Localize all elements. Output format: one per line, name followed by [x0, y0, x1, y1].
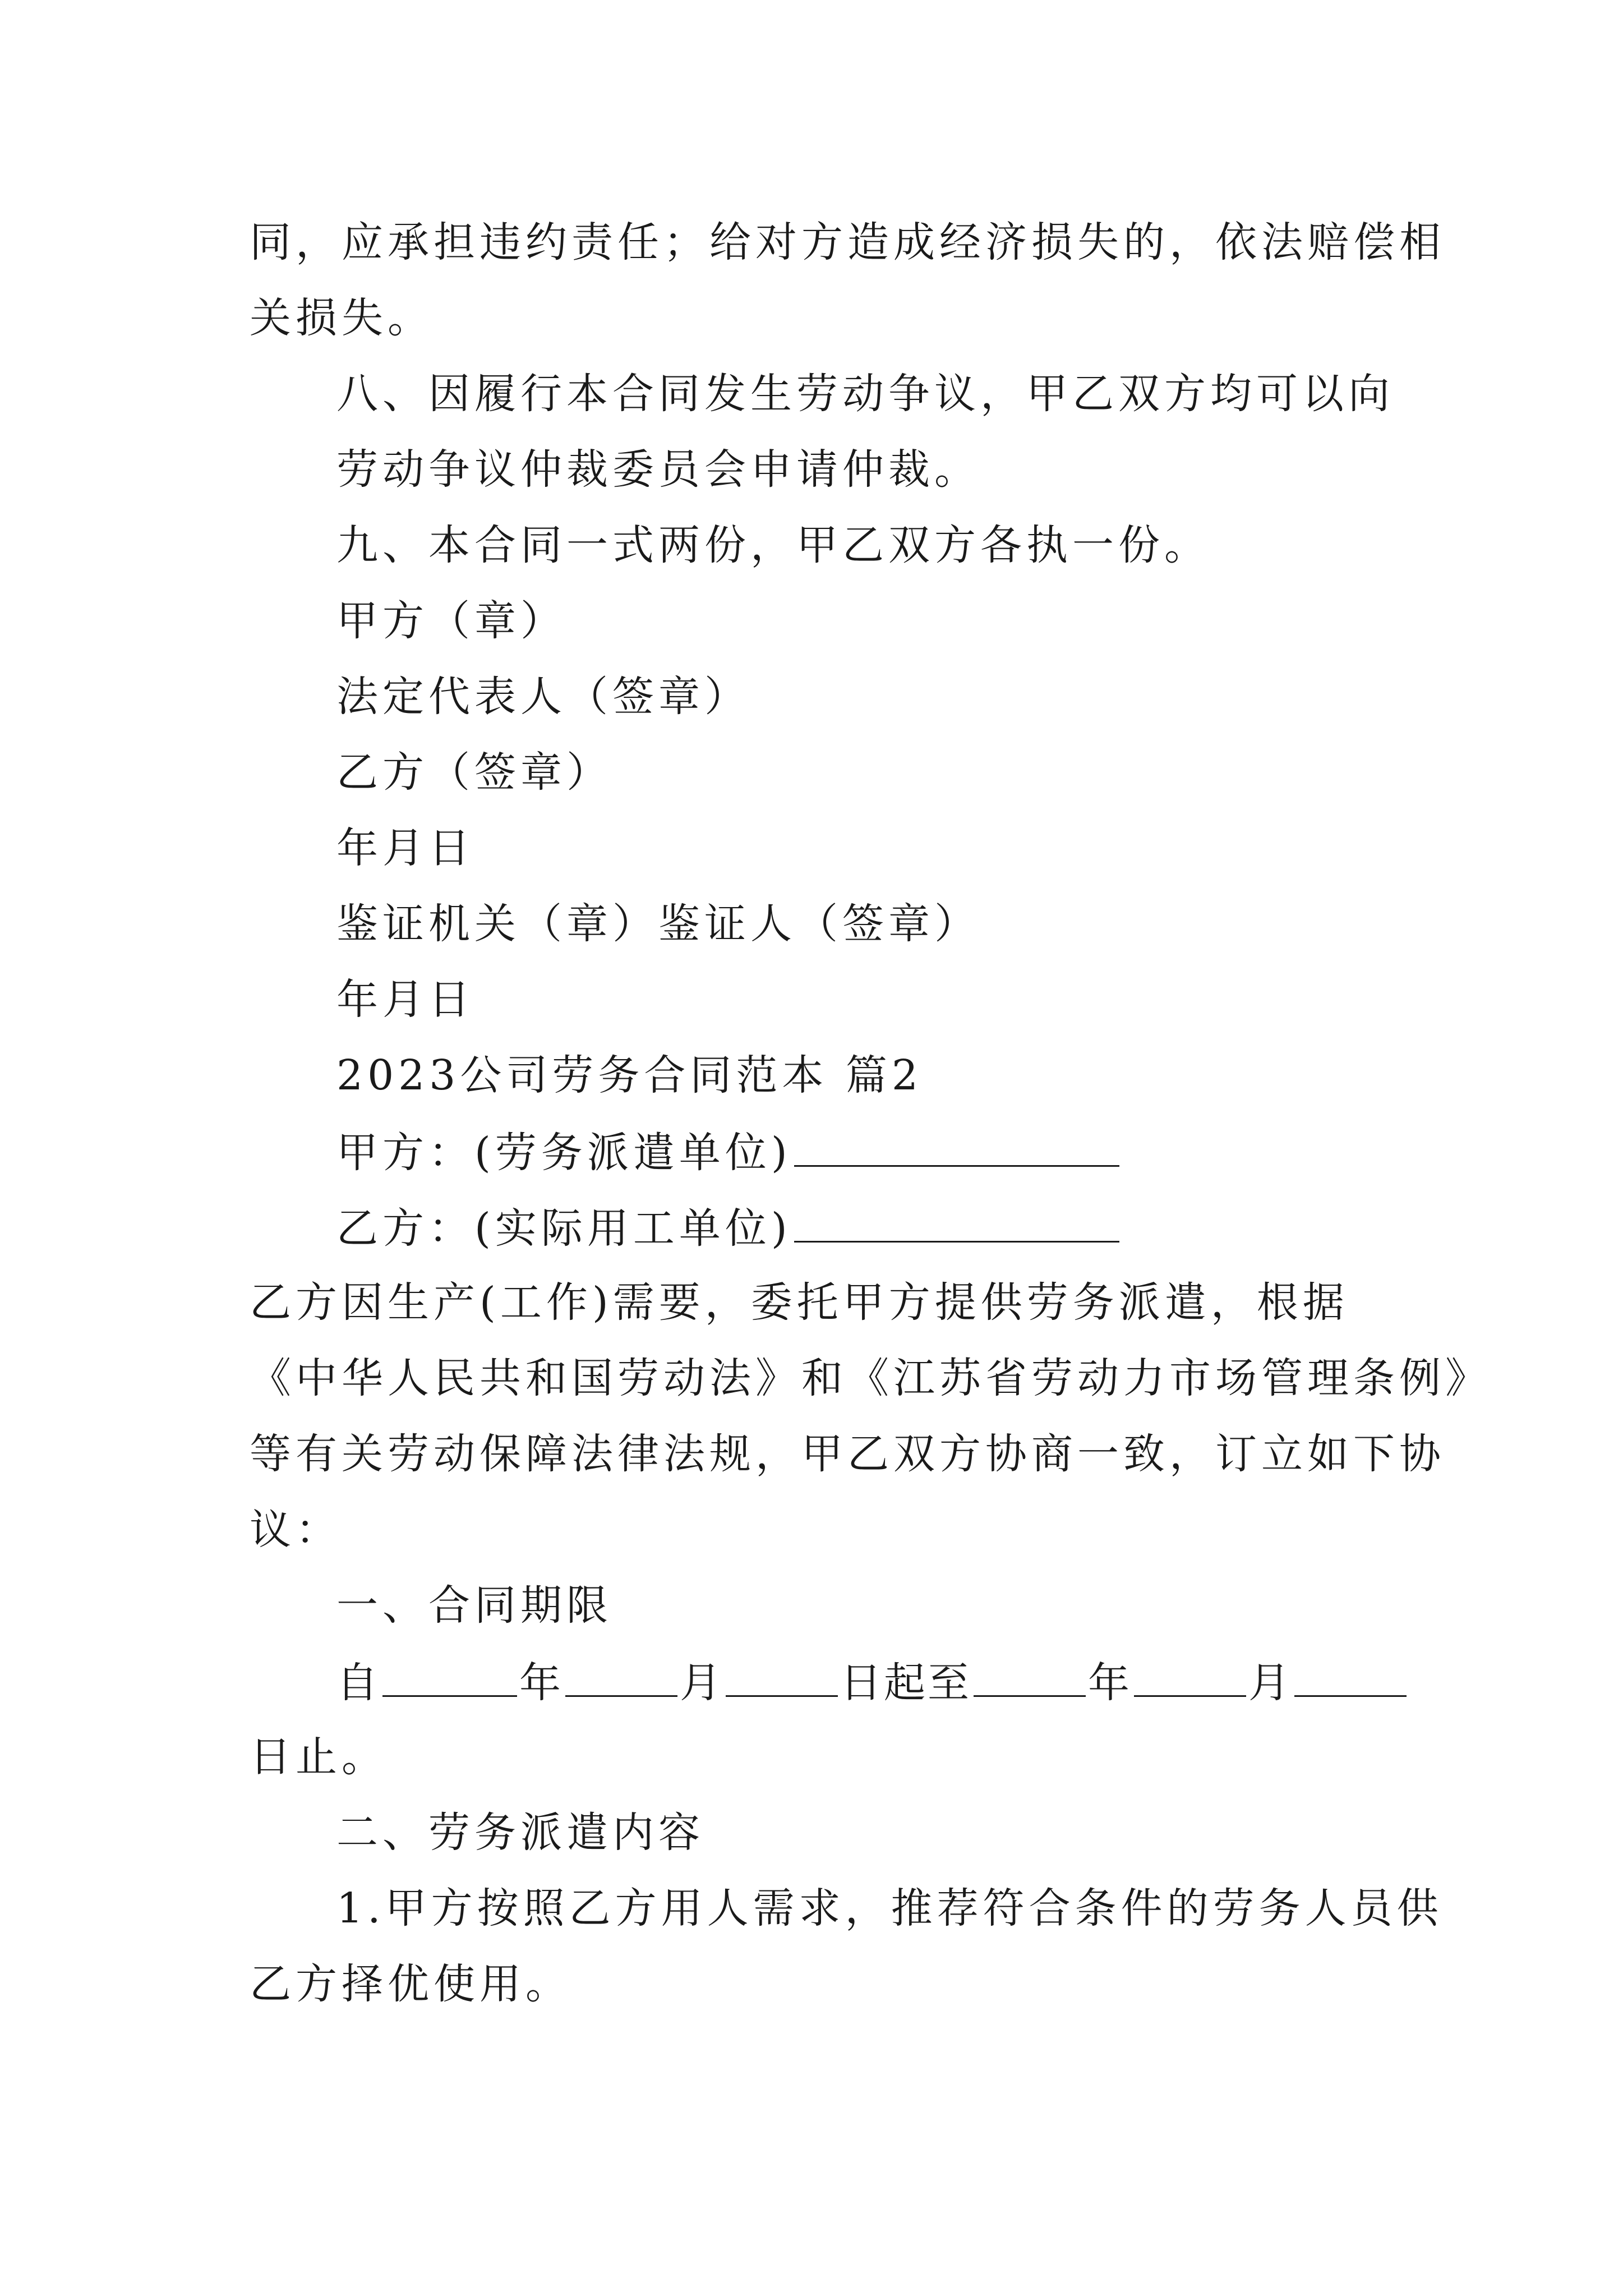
paragraph-line: 议：	[250, 1506, 342, 1554]
paragraph-line: 劳动争议仲裁委员会申请仲裁。	[336, 445, 980, 494]
paragraph-line: 日止。	[250, 1733, 388, 1781]
legal-rep-sign: 法定代表人（签章）	[336, 673, 750, 721]
contract-term-line: 自 年 月 日起至 年 月	[336, 1660, 1409, 1704]
paragraph-line: 等有关劳动保障法律法规，甲乙双方协商一致，订立如下协	[250, 1430, 1445, 1478]
paragraph-line: 乙方择优使用。	[250, 1960, 571, 2008]
date-line: 年月日	[336, 824, 474, 872]
party-a-blank	[794, 1130, 1119, 1167]
clause-one-title: 一、合同期限	[336, 1581, 612, 1630]
start-day-blank	[726, 1660, 838, 1697]
party-a-line	[336, 1129, 1122, 1177]
paragraph-line: 同，应承担违约责任；给对方造成经济损失的，依法赔偿相	[250, 218, 1445, 266]
clause-two-title: 二、劳务派遣内容	[336, 1809, 704, 1857]
section-title: 2023公司劳务合同范本 篇2	[336, 1051, 923, 1099]
end-day-blank	[1294, 1660, 1407, 1697]
clause-nine: 九、本合同一式两份，甲乙双方各执一份。	[336, 521, 1210, 569]
notary-sign: 鉴证机关（章）鉴证人（签章）	[336, 900, 980, 948]
end-year-blank	[974, 1660, 1086, 1697]
party-a-seal: 甲方（章）	[336, 597, 566, 645]
party-b-line	[336, 1204, 1122, 1253]
clause-eight: 八、因履行本合同发生劳动争议，甲乙双方均可以向	[336, 370, 1394, 418]
party-b-label: 乙方：(实际用工单位)	[336, 1204, 792, 1253]
party-b-sign: 乙方（签章）	[336, 748, 612, 797]
date-line: 年月日	[336, 976, 474, 1024]
party-a-label: 甲方：(劳务派遣单位)	[336, 1129, 792, 1177]
start-month-blank	[565, 1660, 677, 1697]
start-year-blank	[382, 1660, 517, 1697]
paragraph-line: 1.甲方按照乙方用人需求，推荐符合条件的劳务人员供	[336, 1884, 1443, 1932]
paragraph-line: 关损失。	[250, 294, 434, 342]
end-month-blank	[1134, 1660, 1246, 1697]
paragraph-line: 《中华人民共和国劳动法》和《江苏省劳动力市场管理条例》	[250, 1354, 1491, 1402]
party-b-blank	[794, 1206, 1119, 1243]
paragraph-line: 乙方因生产(工作)需要，委托甲方提供劳务派遣，根据	[250, 1278, 1349, 1327]
